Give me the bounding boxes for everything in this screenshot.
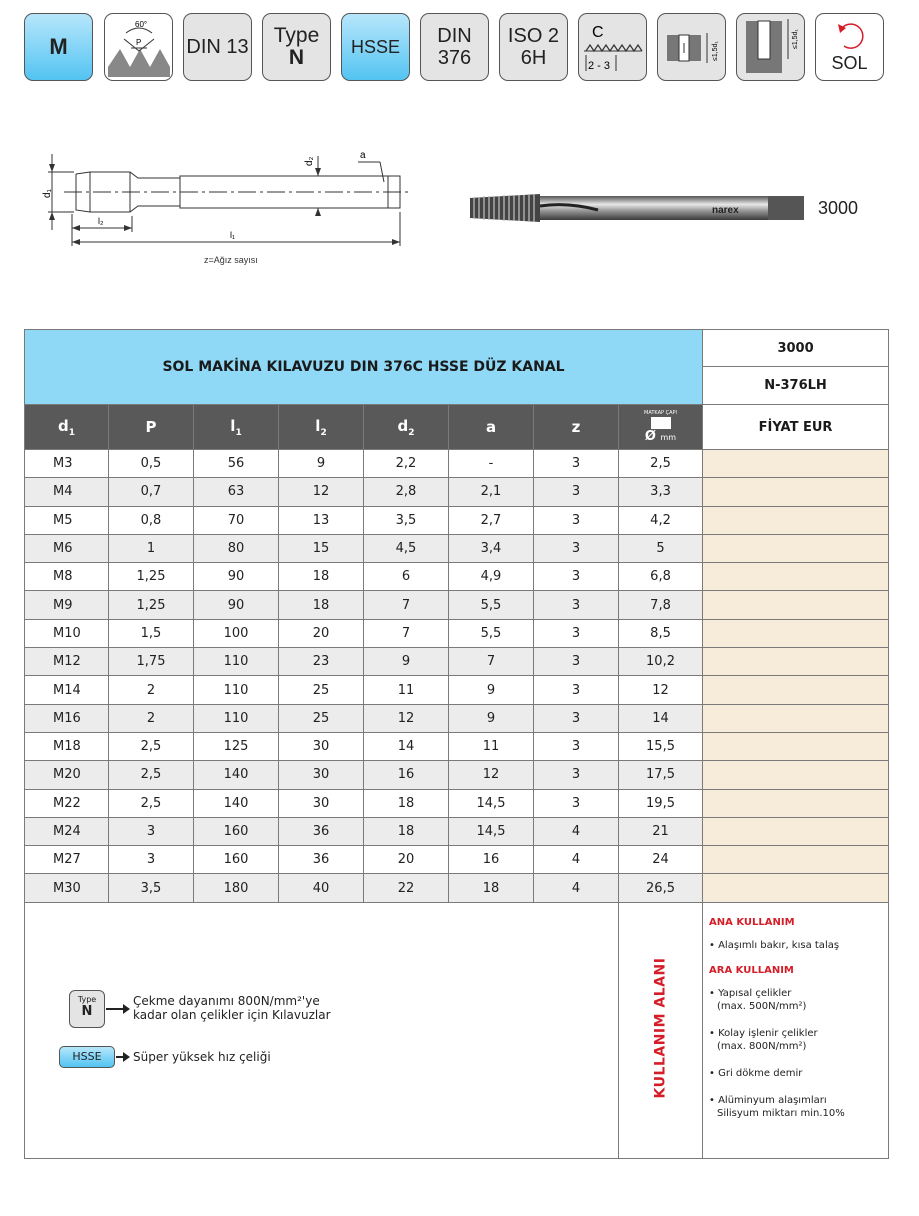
cell-l1: 140 bbox=[194, 789, 279, 817]
cell-a: 9 bbox=[449, 676, 534, 704]
cell-d1: M4 bbox=[25, 478, 109, 506]
cell-drill: 2,5 bbox=[619, 450, 703, 478]
cell-a: 16 bbox=[449, 846, 534, 874]
legend-type-text bbox=[133, 994, 331, 1022]
tolerance-field: 6H bbox=[520, 47, 547, 69]
blind-hole-icon bbox=[736, 13, 805, 81]
cell-l2: 12 bbox=[279, 478, 364, 506]
cell-l1: 160 bbox=[194, 846, 279, 874]
table-row bbox=[25, 817, 889, 845]
usage-secondary-item: • Alüminyum alaşımları Silisyum miktarı min.10% bbox=[709, 1095, 845, 1119]
table-row bbox=[25, 704, 889, 732]
cell-l2: 36 bbox=[279, 817, 364, 845]
cell-l1: 80 bbox=[194, 534, 279, 562]
cell-l2: 13 bbox=[279, 506, 364, 534]
cell-p: 1,25 bbox=[109, 563, 194, 591]
cell-p: 0,5 bbox=[109, 450, 194, 478]
cell-z: 3 bbox=[534, 761, 619, 789]
col-d1-header: $d_1$ bbox=[25, 405, 109, 450]
din376-badge bbox=[420, 13, 489, 81]
cell-d1: M18 bbox=[25, 732, 109, 760]
cell-d2: 20 bbox=[364, 846, 449, 874]
cell-z: 3 bbox=[534, 506, 619, 534]
cell-d1: M24 bbox=[25, 817, 109, 845]
cell-z: 3 bbox=[534, 450, 619, 478]
cell-l2: 25 bbox=[279, 676, 364, 704]
cell-z: 3 bbox=[534, 732, 619, 760]
cell-z: 4 bbox=[534, 817, 619, 845]
legend-type-text-line1: Çekme dayanımı 800N/mm²'ye bbox=[133, 994, 320, 1008]
diameter-symbol: Ø mm bbox=[644, 429, 677, 444]
cell-d1: M30 bbox=[25, 874, 109, 902]
table-header-row bbox=[25, 405, 889, 450]
cell-p: 2,5 bbox=[109, 761, 194, 789]
chamfer-icon bbox=[578, 13, 647, 81]
col-l1-header: $l_1$ bbox=[194, 405, 279, 450]
cell-a: 3,4 bbox=[449, 534, 534, 562]
cell-d1: M8 bbox=[25, 563, 109, 591]
cell-d1: M6 bbox=[25, 534, 109, 562]
product-code-cell: 3000 bbox=[703, 330, 889, 367]
drill-icon bbox=[651, 417, 671, 429]
through-hole-icon bbox=[657, 13, 726, 81]
cell-price bbox=[703, 534, 889, 562]
usage-secondary-item: • Kolay işlenir çelikler (max. 800N/mm²) bbox=[709, 1028, 818, 1052]
cell-p: 2,5 bbox=[109, 789, 194, 817]
cell-a: 5,5 bbox=[449, 619, 534, 647]
cell-d2: 14 bbox=[364, 732, 449, 760]
cell-price bbox=[703, 761, 889, 789]
cell-l1: 90 bbox=[194, 563, 279, 591]
table-row bbox=[25, 732, 889, 760]
cell-l2: 18 bbox=[279, 563, 364, 591]
svg-text:d₁: d₁ bbox=[42, 189, 53, 198]
cell-d1: M27 bbox=[25, 846, 109, 874]
svg-text:d₂: d₂ bbox=[304, 156, 315, 166]
col-d2-header: $d_2$ bbox=[364, 405, 449, 450]
cell-d1: M16 bbox=[25, 704, 109, 732]
legend-arrow bbox=[116, 1056, 128, 1058]
cell-d2: 4,5 bbox=[364, 534, 449, 562]
cell-p: 3 bbox=[109, 846, 194, 874]
cell-d2: 6 bbox=[364, 563, 449, 591]
cell-d1: M3 bbox=[25, 450, 109, 478]
cell-price bbox=[703, 478, 889, 506]
table-row bbox=[25, 648, 889, 676]
cell-z: 3 bbox=[534, 676, 619, 704]
col-price-header: FİYAT EUR bbox=[703, 405, 889, 450]
cell-p: 3,5 bbox=[109, 874, 194, 902]
cell-d2: 11 bbox=[364, 676, 449, 704]
tap-product-code: 3000 bbox=[818, 198, 859, 218]
cell-d2: 2,2 bbox=[364, 450, 449, 478]
table-row bbox=[25, 591, 889, 619]
svg-text:60°: 60° bbox=[134, 20, 147, 29]
cell-drill: 15,5 bbox=[619, 732, 703, 760]
cell-l2: 40 bbox=[279, 874, 364, 902]
din13-badge bbox=[183, 13, 252, 81]
cell-a: 5,5 bbox=[449, 591, 534, 619]
cell-a: - bbox=[449, 450, 534, 478]
col-a-header: a bbox=[449, 405, 534, 450]
cell-drill: 17,5 bbox=[619, 761, 703, 789]
table-row bbox=[25, 846, 889, 874]
legend-type-small: Type bbox=[77, 995, 97, 1004]
legend-arrow bbox=[106, 1008, 128, 1010]
table-row bbox=[25, 874, 889, 902]
cell-d2: 18 bbox=[364, 817, 449, 845]
usage-main-heading: ANA KULLANIM bbox=[709, 917, 795, 928]
usage-main-item: • Alaşımlı bakır, kısa talaş bbox=[709, 940, 840, 951]
type-value: N bbox=[288, 46, 305, 69]
table-body bbox=[25, 450, 889, 903]
cell-drill: 19,5 bbox=[619, 789, 703, 817]
cell-d2: 22 bbox=[364, 874, 449, 902]
svg-text:≤1,5d₁: ≤1,5d₁ bbox=[791, 29, 799, 49]
cell-d1: M14 bbox=[25, 676, 109, 704]
cell-a: 9 bbox=[449, 704, 534, 732]
thread-profile-icon bbox=[104, 13, 173, 81]
tolerance-class: ISO 2 bbox=[507, 25, 560, 47]
usage-list bbox=[709, 916, 881, 1134]
cell-drill: 26,5 bbox=[619, 874, 703, 902]
cell-drill: 3,3 bbox=[619, 478, 703, 506]
cell-l1: 180 bbox=[194, 874, 279, 902]
left-hand-rotation-icon bbox=[815, 13, 884, 81]
cell-z: 3 bbox=[534, 534, 619, 562]
svg-text:l₁: l₁ bbox=[230, 230, 236, 240]
cell-price bbox=[703, 817, 889, 845]
usage-secondary-item: • Yapısal çelikler (max. 500N/mm²) bbox=[709, 988, 807, 1012]
cell-l2: 9 bbox=[279, 450, 364, 478]
table-row bbox=[25, 761, 889, 789]
cell-price bbox=[703, 563, 889, 591]
cell-z: 3 bbox=[534, 619, 619, 647]
cell-p: 1,25 bbox=[109, 591, 194, 619]
thread-type-label: M bbox=[49, 34, 68, 59]
cell-d2: 3,5 bbox=[364, 506, 449, 534]
cell-p: 1 bbox=[109, 534, 194, 562]
cell-z: 3 bbox=[534, 704, 619, 732]
svg-text:2 - 3: 2 - 3 bbox=[587, 60, 610, 72]
cell-p: 2 bbox=[109, 704, 194, 732]
table-title: SOL MAKİNA KILAVUZU DIN 376C HSSE DÜZ KANAL bbox=[25, 330, 703, 405]
legend-type-big: N bbox=[81, 1004, 93, 1019]
usage-secondary-item: • Gri dökme demir bbox=[709, 1068, 803, 1079]
cell-a: 18 bbox=[449, 874, 534, 902]
cell-drill: 12 bbox=[619, 676, 703, 704]
cell-a: 2,1 bbox=[449, 478, 534, 506]
cell-d2: 9 bbox=[364, 648, 449, 676]
tap-photo bbox=[468, 188, 808, 228]
cell-z: 3 bbox=[534, 591, 619, 619]
cell-l2: 18 bbox=[279, 591, 364, 619]
table-row bbox=[25, 563, 889, 591]
cell-p: 1,75 bbox=[109, 648, 194, 676]
cell-drill: 7,8 bbox=[619, 591, 703, 619]
standard-din-label: DIN bbox=[437, 25, 472, 47]
cell-price bbox=[703, 619, 889, 647]
cell-l1: 160 bbox=[194, 817, 279, 845]
svg-text:narex: narex bbox=[712, 205, 739, 216]
cell-d1: M20 bbox=[25, 761, 109, 789]
cell-z: 4 bbox=[534, 846, 619, 874]
type-n-badge bbox=[262, 13, 331, 81]
tap-dimension-drawing bbox=[38, 142, 408, 272]
cell-l1: 90 bbox=[194, 591, 279, 619]
svg-text:l₂: l₂ bbox=[98, 216, 104, 226]
cell-a: 14,5 bbox=[449, 789, 534, 817]
cell-drill: 21 bbox=[619, 817, 703, 845]
cell-l2: 30 bbox=[279, 732, 364, 760]
table-row bbox=[25, 450, 889, 478]
drill-caption: MATKAP ÇAPI bbox=[644, 410, 678, 416]
cell-d1: M12 bbox=[25, 648, 109, 676]
hsse-badge bbox=[341, 13, 410, 81]
cell-l1: 56 bbox=[194, 450, 279, 478]
material-label: HSSE bbox=[350, 37, 401, 57]
cell-p: 0,8 bbox=[109, 506, 194, 534]
cell-l2: 36 bbox=[279, 846, 364, 874]
cell-l1: 110 bbox=[194, 676, 279, 704]
cell-p: 3 bbox=[109, 817, 194, 845]
cell-price bbox=[703, 591, 889, 619]
cell-z: 3 bbox=[534, 789, 619, 817]
cell-price bbox=[703, 732, 889, 760]
cell-d1: M9 bbox=[25, 591, 109, 619]
cell-l1: 63 bbox=[194, 478, 279, 506]
table-row bbox=[25, 506, 889, 534]
table-row bbox=[25, 619, 889, 647]
cell-drill: 4,2 bbox=[619, 506, 703, 534]
standard-din13: DIN 13 bbox=[186, 36, 249, 58]
cell-d1: M10 bbox=[25, 619, 109, 647]
standard-376-label: 376 bbox=[437, 47, 472, 69]
cell-d2: 16 bbox=[364, 761, 449, 789]
product-ref-cell: N-376LH bbox=[703, 367, 889, 405]
cell-p: 1,5 bbox=[109, 619, 194, 647]
cell-l1: 125 bbox=[194, 732, 279, 760]
cell-d2: 7 bbox=[364, 619, 449, 647]
cell-d2: 12 bbox=[364, 704, 449, 732]
cell-price bbox=[703, 704, 889, 732]
cell-z: 3 bbox=[534, 563, 619, 591]
cell-l2: 30 bbox=[279, 789, 364, 817]
svg-text:C: C bbox=[591, 24, 604, 41]
table-row bbox=[25, 534, 889, 562]
cell-price bbox=[703, 874, 889, 902]
usage-secondary-heading: ARA KULLANIM bbox=[709, 965, 794, 976]
cell-l2: 20 bbox=[279, 619, 364, 647]
cell-p: 0,7 bbox=[109, 478, 194, 506]
cell-l2: 25 bbox=[279, 704, 364, 732]
cell-a: 4,9 bbox=[449, 563, 534, 591]
legend-cell bbox=[25, 902, 619, 1158]
table-row bbox=[25, 676, 889, 704]
cell-price bbox=[703, 676, 889, 704]
svg-text:P: P bbox=[135, 38, 141, 47]
cell-price bbox=[703, 789, 889, 817]
cell-drill: 5 bbox=[619, 534, 703, 562]
cell-a: 14,5 bbox=[449, 817, 534, 845]
cell-l1: 110 bbox=[194, 704, 279, 732]
legend-hsse-text: Süper yüksek hız çeliği bbox=[133, 1050, 271, 1064]
cell-price bbox=[703, 450, 889, 478]
cell-a: 7 bbox=[449, 648, 534, 676]
cell-l1: 100 bbox=[194, 619, 279, 647]
cell-p: 2,5 bbox=[109, 732, 194, 760]
cell-l2: 23 bbox=[279, 648, 364, 676]
cell-a: 11 bbox=[449, 732, 534, 760]
tolerance-badge bbox=[499, 13, 568, 81]
cell-z: 3 bbox=[534, 478, 619, 506]
cell-z: 3 bbox=[534, 648, 619, 676]
cell-l1: 110 bbox=[194, 648, 279, 676]
svg-text:a: a bbox=[360, 150, 366, 161]
col-z-header: z bbox=[534, 405, 619, 450]
cell-l2: 30 bbox=[279, 761, 364, 789]
legend-hsse-badge: HSSE bbox=[59, 1046, 115, 1068]
cell-drill: 8,5 bbox=[619, 619, 703, 647]
type-label: Type bbox=[273, 24, 320, 47]
col-p-header: P bbox=[109, 405, 194, 450]
col-l2-header: $l_2$ bbox=[279, 405, 364, 450]
cell-l1: 140 bbox=[194, 761, 279, 789]
rotation-label: SOL bbox=[831, 53, 868, 73]
cell-price bbox=[703, 648, 889, 676]
cell-drill: 14 bbox=[619, 704, 703, 732]
col-drill-header bbox=[619, 405, 703, 450]
table-row bbox=[25, 478, 889, 506]
legend-type-text-line2: kadar olan çelikler için Kılavuzlar bbox=[133, 1008, 331, 1022]
cell-l1: 70 bbox=[194, 506, 279, 534]
cell-price bbox=[703, 846, 889, 874]
cell-d2: 2,8 bbox=[364, 478, 449, 506]
cell-p: 2 bbox=[109, 676, 194, 704]
cell-z: 4 bbox=[534, 874, 619, 902]
svg-text:≤1,5d₁: ≤1,5d₁ bbox=[711, 41, 719, 61]
cell-drill: 6,8 bbox=[619, 563, 703, 591]
cell-a: 2,7 bbox=[449, 506, 534, 534]
metric-thread-badge bbox=[24, 13, 93, 81]
cell-d2: 18 bbox=[364, 789, 449, 817]
cell-d1: M5 bbox=[25, 506, 109, 534]
cell-price bbox=[703, 506, 889, 534]
cell-l2: 15 bbox=[279, 534, 364, 562]
table-row bbox=[25, 789, 889, 817]
cell-drill: 10,2 bbox=[619, 648, 703, 676]
cell-drill: 24 bbox=[619, 846, 703, 874]
cell-d2: 7 bbox=[364, 591, 449, 619]
legend-type-badge bbox=[69, 990, 105, 1028]
drawing-caption: z=Ağız sayısı bbox=[204, 255, 258, 265]
cell-a: 12 bbox=[449, 761, 534, 789]
cell-d1: M22 bbox=[25, 789, 109, 817]
